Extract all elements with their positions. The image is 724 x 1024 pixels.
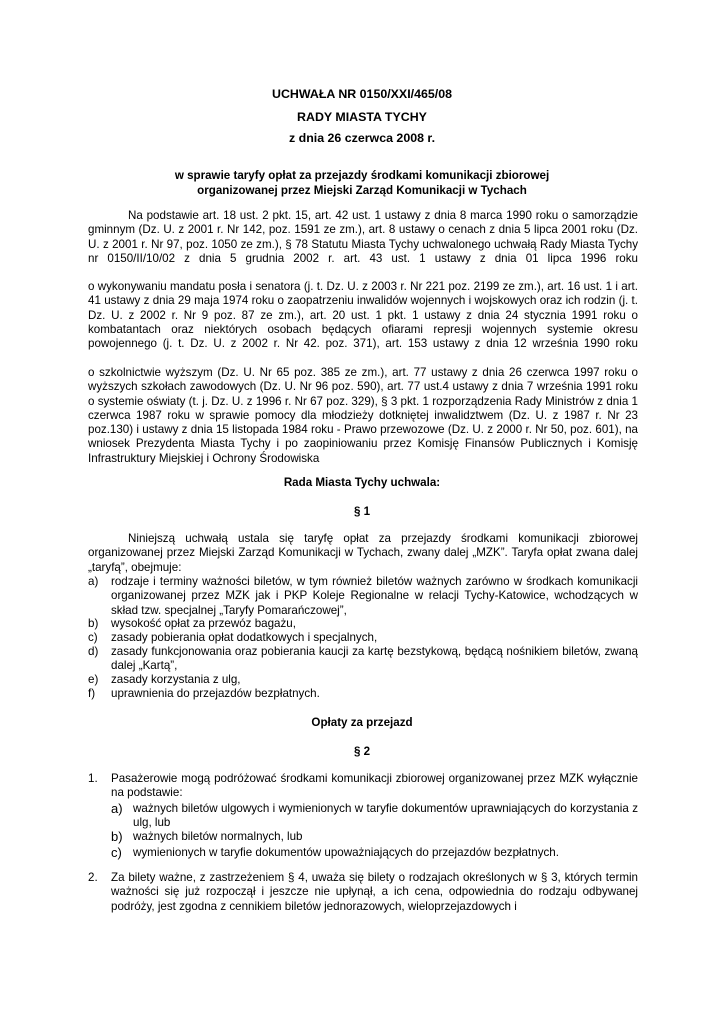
item-text: Pasażerowie mogą podróżować środkami komunikacji zbiorowej organizowanej przez MZK wyłącznie na podstawie:: [111, 772, 638, 800]
sub-list-marker: a): [111, 801, 123, 816]
section-2-sign: § 2: [353, 745, 371, 758]
list-marker: d): [88, 645, 99, 658]
list-marker: c): [88, 631, 98, 644]
resolves-heading: Rada Miasta Tychy uchwala:: [283, 476, 441, 489]
numbered-item: [88, 772, 638, 801]
resolution-subject: [150, 168, 574, 198]
list-marker: e): [88, 673, 99, 686]
list-item: [88, 645, 638, 674]
list-item: [88, 673, 638, 687]
issuing-council: RADY MIASTA TYCHY: [297, 110, 427, 124]
resolution-date: z dnia 26 czerwca 2008 r.: [288, 131, 436, 145]
sub-list-item: [111, 802, 638, 831]
sub-list-text: ważnych biletów normalnych, lub: [133, 830, 303, 843]
list-marker: a): [88, 575, 99, 588]
list-item: [88, 631, 638, 645]
sub-list-item: [111, 846, 638, 860]
sub-list-marker: c): [111, 845, 122, 860]
list-marker: b): [88, 617, 99, 630]
list-text: wysokość opłat za przewóz bagażu,: [111, 617, 296, 630]
item-number: 1.: [88, 772, 98, 785]
preamble-paragraph: o szkolnictwie wyższym (Dz. U. Nr 65 poz. 385 ze zm.), art. 77 ustawy z dnia 26 czerwca 1997 roku o wyższych szkołach zawodowych (Dz. U. Nr 96 poz. 590), art. 77 ust.4 ustawy z dnia 7 września 1991 roku o systemie oświaty (t. j. Dz. U. z 1996 r. Nr 67 poz. 329), § 3 pkt. 1 rozporządzenia Rady Ministrów z dnia 1 czerwca 1987 roku w sprawie pomocy dla młodzieży dotkniętej inwalidztwem (Dz. U. z 1987 r. Nr 23 poz.130) i ustawy z dnia 15 listopada 1984 roku - Prawo przewozowe (Dz. U. z 2000 r. Nr 50, poz. 601), na wniosek Prezydenta Miasta Tychy i po zaopiniowaniu przez Komisję Finansów Publicznych i Komisję Infrastruktury Miejskiej i Ochrony Środowiska: [88, 366, 638, 465]
resolution-number: UCHWAŁA NR 0150/XXI/465/08: [272, 87, 452, 101]
list-item: [88, 687, 638, 701]
subject-line: w sprawie taryfy opłat za przejazdy środkami komunikacji zbiorowej: [174, 169, 550, 182]
subject-line: organizowanej przez Miejski Zarząd Komunikacji w Tychach: [197, 184, 527, 197]
section-1-intro: Niniejszą uchwałą ustala się taryfę opłat za przejazdy środkami komunikacji zbiorowej organizowanej przez Miejski Zarząd Komunikacji w Tychach, zwany dalej „MZK”. Taryfa opłat zwana dalej „taryfą”, obejmuje:: [88, 532, 638, 574]
preamble-paragraph: o wykonywaniu mandatu posła i senatora (j. t. Dz. U. z 2003 r. Nr 221 poz. 2199 ze zm.), art. 16 ust. 1 i art. 41 ustawy z dnia 29 maja 1974 roku o zaopatrzeniu inwalidów wojennych i wojskowych oraz ich rodzin (j. t. Dz. U. z 2002 r. Nr 9 poz. 87 ze zm.), art. 20 ust. 1 pkt. 1 ustawy z dnia 24 stycznia 1991 roku o kombatantach oraz niektórych osobach będących ofiarami represji wojennych systemie okresu powojennego (j. t. Dz. U. z 2002 r. Nr 42. poz. 371), art. 153 ustawy z dnia 12 września 1990 roku: [88, 280, 638, 351]
item-text: Za bilety ważne, z zastrzeżeniem § 4, uważa się bilety o rodzajach określonych w § 3, których termin ważności się już rozpoczął i jeszcze nie upłynął, a ich cena, odpowiednia do rodzaju odbywanej podróży, jest zgodna z cennikiem biletów jednorazowych, wieloprzejazdowych i: [111, 871, 638, 913]
sub-list-text: ważnych biletów ulgowych i wymienionych w taryfie dokumentów uprawniających do korzystania z ulg, lub: [133, 802, 638, 830]
list-text: zasady korzystania z ulg,: [111, 673, 241, 686]
list-text: rodzaje i terminy ważności biletów, w tym również biletów ważnych zarówno w środkach komunikacji organizowanej przez MZK jak i PKP Koleje Regionalne w relacji Tychy-Katowice, wchodzących w skład tzw. specjalnej „Taryfy Pomarańczowej”,: [111, 575, 638, 617]
list-item: [88, 617, 638, 631]
numbered-item: [88, 871, 638, 914]
section-1-sign: § 1: [353, 505, 371, 518]
sub-list-text: wymienionych w taryfie dokumentów upoważniających do przejazdów bezpłatnych.: [133, 846, 559, 859]
list-text: zasady pobierania opłat dodatkowych i specjalnych,: [111, 631, 378, 644]
list-marker: f): [88, 687, 96, 700]
sub-list-marker: b): [111, 829, 123, 844]
preamble-paragraph: Na podstawie art. 18 ust. 2 pkt. 15, art. 42 ust. 1 ustawy z dnia 8 marca 1990 roku o samorządzie gminnym (Dz. U. z 2001 r. Nr 142, poz. 1591 ze zm.), art. 8 ustawy o cenach z dnia 5 lipca 2001 roku (Dz. U. z 2001 r. Nr 97, poz. 1050 ze zm.), § 78 Statutu Miasta Tychy uchwalonego uchwałą Rady Miasta Tychy nr 0150/II/10/02 z dnia 5 grudnia 2002 r. art. 43 ust. 1 ustawy z dnia 01 lipca 1996 roku: [88, 209, 638, 265]
sub-list-item: [111, 830, 638, 844]
fares-heading: Opłaty za przejazd: [311, 716, 413, 729]
list-text: uprawnienia do przejazdów bezpłatnych.: [111, 687, 320, 700]
list-text: zasady funkcjonowania oraz pobierania kaucji za kartę bezstykową, będącą nośnikiem biletów, zwaną dalej „Kartą”,: [111, 645, 638, 673]
list-item: [88, 575, 638, 618]
item-number: 2.: [88, 871, 98, 884]
